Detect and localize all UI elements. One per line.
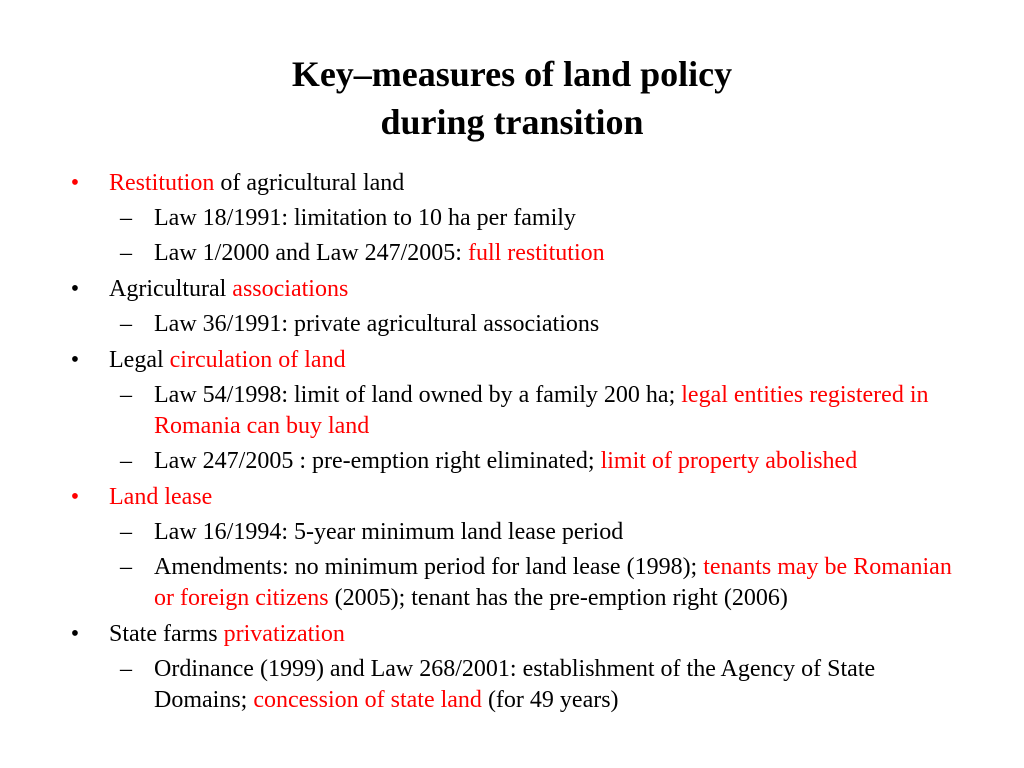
bullet-item xyxy=(0,167,1024,199)
bullet-item xyxy=(0,344,1024,376)
slide-title-line-2: during transition xyxy=(380,102,644,142)
sub-bullet-item xyxy=(0,446,1024,477)
body-text: Law 1/2000 and Law 247/2005: xyxy=(154,240,468,266)
highlighted-text: limit of property abolished xyxy=(600,448,858,474)
body-text: Law 36/1991: private agricultural associations xyxy=(154,311,600,337)
body-text: Ordinance (1999) and Law 268/2001: establishment of the Agency of State Domains; xyxy=(154,656,876,713)
highlighted-text: privatization xyxy=(223,621,345,647)
body-text: (for 49 years) xyxy=(481,687,619,713)
body-text: Law 247/2005 : pre-emption right eliminated; xyxy=(154,448,601,474)
bullet-icon: • xyxy=(70,276,80,302)
sub-bullet-item xyxy=(0,654,1024,716)
sub-bullet-item xyxy=(0,203,1024,234)
highlighted-text: Land lease xyxy=(109,484,213,510)
dash-icon: – xyxy=(120,519,132,545)
body-text: (2005); tenant has the pre-emption right (2006) xyxy=(328,585,788,611)
highlighted-text: legal entities registered in Romania can buy land xyxy=(154,382,929,439)
dash-icon: – xyxy=(120,240,132,266)
bullet-icon: • xyxy=(70,347,80,373)
bullet-icon: • xyxy=(70,170,80,196)
body-text: Legal xyxy=(109,347,170,373)
dash-icon: – xyxy=(120,448,132,474)
sub-bullet-item xyxy=(0,309,1024,340)
sub-bullet-item xyxy=(0,517,1024,548)
body-text: Amendments: no minimum period for land lease (1998); xyxy=(154,554,704,580)
highlighted-text: circulation of land xyxy=(169,347,346,373)
bullet-item xyxy=(0,273,1024,305)
sub-bullet-item xyxy=(0,380,1024,442)
dash-icon: – xyxy=(120,382,132,408)
highlighted-text: concession of state land xyxy=(253,687,482,713)
bullet-item xyxy=(0,481,1024,513)
body-text: Law 16/1994: 5-year minimum land lease period xyxy=(154,519,624,545)
slide-title-line-1: Key–measures of land policy xyxy=(291,54,733,94)
body-text: State farms xyxy=(109,621,224,647)
dash-icon: – xyxy=(120,311,132,337)
bullet-icon: • xyxy=(70,621,80,647)
highlighted-text: full restitution xyxy=(467,240,605,266)
body-text: Law 54/1998: limit of land owned by a family 200 ha; xyxy=(154,382,682,408)
bullet-item xyxy=(0,618,1024,650)
slide-title xyxy=(0,50,1024,146)
body-text: of agricultural land xyxy=(214,170,405,196)
dash-icon: – xyxy=(120,554,132,580)
bullet-list xyxy=(0,164,1024,720)
body-text: Agricultural xyxy=(109,276,233,302)
highlighted-text: tenants may be Romanian or foreign citizens xyxy=(154,554,952,611)
sub-bullet-item xyxy=(0,552,1024,614)
highlighted-text: Restitution xyxy=(109,170,215,196)
bullet-icon: • xyxy=(70,484,80,510)
body-text: Law 18/1991: limitation to 10 ha per family xyxy=(154,205,576,231)
dash-icon: – xyxy=(120,656,132,682)
sub-bullet-item xyxy=(0,238,1024,269)
highlighted-text: associations xyxy=(232,276,349,302)
dash-icon: – xyxy=(120,205,132,231)
